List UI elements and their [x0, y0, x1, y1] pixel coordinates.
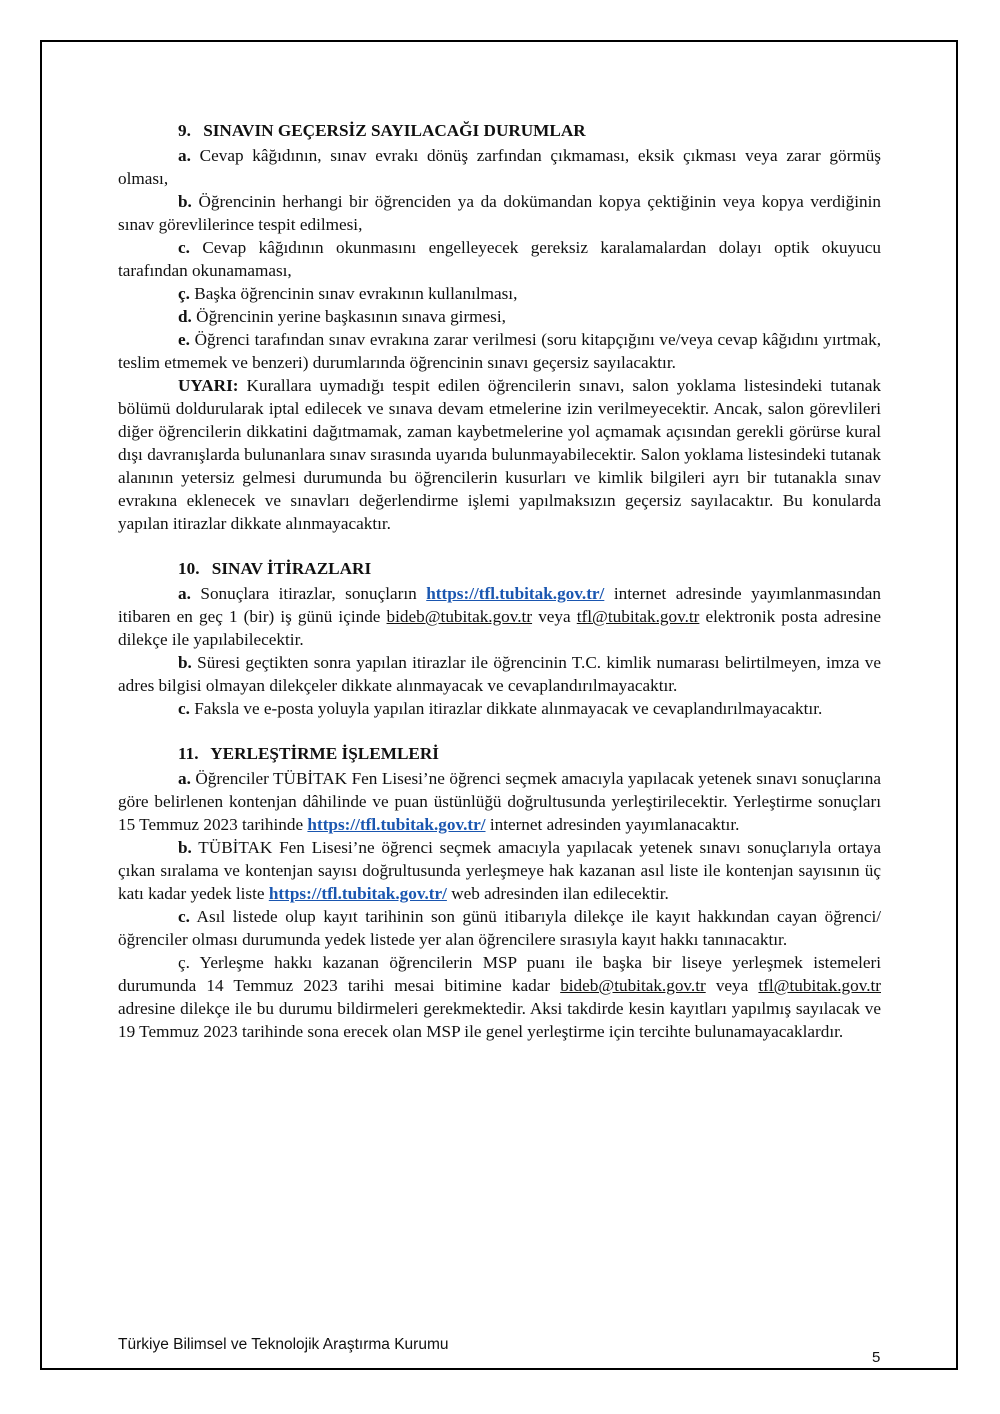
sec11-item-c [118, 905, 881, 951]
item-text: Öğrencinin herhangi bir öğrenciden ya da dokümandan kopya çektiğinin veya kopya verdiğinin sınav görevlilerince tespit edilmesi, [118, 192, 881, 234]
item-label: c. [178, 238, 190, 257]
spacer [118, 720, 881, 741]
sec10-item-b [118, 651, 881, 697]
sec9-item-d [118, 305, 881, 328]
item-text: veya [705, 976, 759, 995]
item-label: c. [178, 907, 190, 926]
section-10-heading [118, 556, 881, 582]
warning-label: UYARI: [178, 376, 239, 395]
section-10-title: SINAV İTİRAZLARI [211, 559, 372, 578]
item-label: e. [178, 330, 190, 349]
item-label: ç. [178, 953, 190, 972]
sec10-item-c [118, 697, 881, 720]
item-text: Öğrencinin yerine başkasının sınava girmesi, [191, 307, 506, 326]
tfl-email-link[interactable]: tfl@tubitak.gov.tr [758, 976, 881, 995]
item-label: b. [178, 653, 192, 672]
footer-institution: Türkiye Bilimsel ve Teknolojik Araştırma Kurumu [118, 1336, 449, 1353]
section-11-number: 11. [178, 744, 199, 763]
sec9-item-e [118, 328, 881, 374]
sec10-item-a [118, 582, 881, 651]
section-11-heading [118, 741, 881, 767]
tfl-website-link[interactable]: https://tfl.tubitak.gov.tr/ [426, 584, 605, 603]
item-label: c. [178, 699, 190, 718]
item-text: Yerleşme hakkı kazanan öğrencilerin MSP puanı ile başka bir liseye yerleşmek istemeleri durumunda 14 Temmuz 2023 tarihi mesai bitimine kadar [118, 953, 881, 995]
item-label: a. [178, 584, 191, 603]
item-text: Cevap kâğıdının, sınav evrakı dönüş zarfından çıkmaması, eksik çıkması veya zarar görmüş olması, [118, 146, 881, 188]
item-text: Öğrenci tarafından sınav evrakına zarar verilmesi (soru kitapçığını ve/veya cevap kâğıdını yırtmak, teslim etmemek ve benzeri) durumlarında öğrencinin sınavı geçersiz sayılacaktır. [118, 330, 881, 372]
item-text: adresine dilekçe ile bu durumu bildirmeleri gerekmektedir. Aksi takdirde kesin kayıtları yapılmış sayılacak ve 19 Temmuz 2023 tarihinde sona erecek olan MSP ile genel yerleştirme için tercihte bulunamayacaklardır. [118, 999, 881, 1041]
sec9-item-c-cedilla [118, 282, 881, 305]
page-number: 5 [872, 1349, 881, 1366]
item-text: elektronik posta adresine dilekçe ile yapılabilecektir. [118, 607, 881, 649]
sec11-item-b [118, 836, 881, 905]
item-text: Sonuçlara itirazlar, sonuçların [190, 584, 427, 603]
item-label: a. [178, 146, 191, 165]
item-text: Süresi geçtikten sonra yapılan itirazlar ile öğrencinin T.C. kimlik numarası belirtilmeyen, imza ve adres bilgisi olmayan dilekçeler dikkate alınmayacak ve cevaplandırılmayacaktır. [118, 653, 881, 695]
warning-text: Kurallara uymadığı tespit edilen öğrencilerin sınavı, salon yoklama listesindeki tutanak bölümü doldurularak iptal edilecek ve sınava devam etmelerine izin verilmeyecektir. Ancak, salon görevlileri diğer öğrencilerin dikkatini dağıtmamak, zaman kaybetmelerine yol açmamak açısından gerekli görürse kural dışı davranışlarda bulunanlara sınav sırasında uyarıda bulunmayabilecektir. Salon yoklama listesindeki tutanak alanının yetersiz gelmesi durumunda bu öğrencilerin kusurları ve kimlik bilgileri ayrı bir tutanakla sınav evrakına eklenecek ve sınavları değerlendirme işlemi yapılmaksızın geçersiz sayılacaktır. Bu konularda yapılan itirazlar dikkate alınmayacaktır. [118, 376, 881, 533]
sec9-item-c [118, 236, 881, 282]
item-text: internet adresinden yayımlanacaktır. [485, 815, 740, 834]
sec11-item-a [118, 767, 881, 836]
sec9-item-a [118, 144, 881, 190]
sec9-warning [118, 374, 881, 535]
item-text: Cevap kâğıdının okunmasını engelleyecek gereksiz karalamalardan dolayı optik okuyucu tarafından okunamaması, [118, 238, 881, 280]
item-text: Öğrenciler TÜBİTAK Fen Lisesi’ne öğrenci seçmek amacıyla yapılacak yetenek sınavı sonuçlarına göre belirlenen kontenjan dâhilinde ve puan üstünlüğü doğrultusunda yerleştirilecektir. Yerleştirme sonuçları 15 Temmuz 2023 tarihinde [118, 769, 881, 834]
item-text: Asıl listede olup kayıt tarihinin son günü itibarıyla dilekçe ile kayıt hakkından cayan öğrenci/öğrenciler olması durumunda yedek listede yer alan öğrencilere sırasıyla kayıt hakkı tanınacaktır. [118, 907, 881, 949]
sec9-item-b [118, 190, 881, 236]
item-text: TÜBİTAK Fen Lisesi’ne öğrenci seçmek amacıyla yapılacak yetenek sınavı sonuçlarıyla ortaya çıkan sıralama ve kontenjan sayısı doğrultusunda yerleşmeye hak kazanan asıl liste ile kontenjan sayısının üç katı kadar yedek liste [118, 838, 881, 903]
tfl-email-link[interactable]: tfl@tubitak.gov.tr [576, 607, 700, 626]
sec11-item-c-cedilla [118, 951, 881, 1043]
item-text: web adresinden ilan edilecektir. [446, 884, 669, 903]
item-text: Başka öğrencinin sınav evrakının kullanılması, [189, 284, 518, 303]
document-body [118, 118, 881, 1043]
tfl-website-link[interactable]: https://tfl.tubitak.gov.tr/ [307, 815, 486, 834]
item-label: b. [178, 192, 192, 211]
section-10-number: 10. [178, 559, 200, 578]
item-label: a. [178, 769, 191, 788]
item-label: d. [178, 307, 192, 326]
item-text: veya [532, 607, 577, 626]
spacer [118, 535, 881, 556]
section-9-number: 9. [178, 121, 191, 140]
tfl-website-link[interactable]: https://tfl.tubitak.gov.tr/ [268, 884, 447, 903]
item-text: internet adresinde yayımlanmasından itibaren en geç 1 (bir) iş günü içinde [118, 584, 881, 626]
section-9-heading [118, 118, 881, 144]
bideb-email-link[interactable]: bideb@tubitak.gov.tr [560, 976, 706, 995]
item-label: ç. [178, 284, 190, 303]
item-text: Faksla ve e-posta yoluyla yapılan itirazlar dikkate alınmayacak ve cevaplandırılmayacaktır. [189, 699, 823, 718]
item-label: b. [178, 838, 192, 857]
section-9-title: SINAVIN GEÇERSİZ SAYILACAĞI DURUMLAR [203, 121, 586, 140]
section-11-title: YERLEŞTİRME İŞLEMLERİ [210, 744, 439, 763]
bideb-email-link[interactable]: bideb@tubitak.gov.tr [386, 607, 533, 626]
